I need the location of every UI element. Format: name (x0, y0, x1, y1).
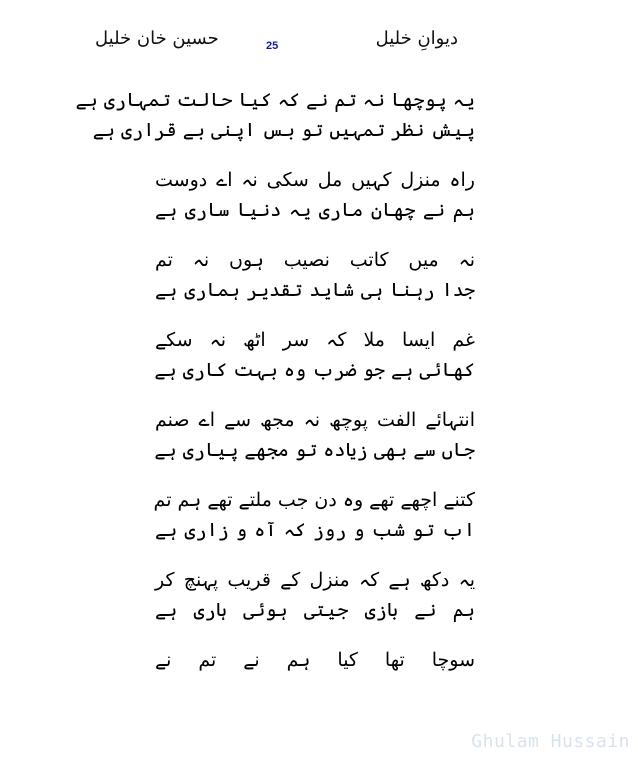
stanza-4 (155, 325, 475, 385)
stanza-5 (155, 405, 475, 465)
verse-line: نہ میں کاتب نصیب ہوں نہ تم (155, 249, 475, 271)
page-number: 25 (266, 40, 279, 52)
verse-line: پیش نظر تمہیں تو بس اپنی بے قراری ہے (92, 119, 475, 141)
verse-line: اب تو شب و روز کہ آہ و زاری ہے (155, 519, 475, 541)
watermark: Ghulam Hussain (471, 731, 630, 752)
stanza-8 (155, 645, 475, 675)
verse-line: ہم نے بازی جیتی ہوئی ہاری ہے (155, 599, 475, 621)
stanza-6 (155, 485, 475, 545)
verse-line: انتہائے الفت پوچھ نہ مجھ سے اے صنم (155, 409, 475, 431)
verse-line: یہ دکھ ہے کہ منزل کے قریب پہنچ کر (155, 569, 475, 591)
verse-line: جدا رہنا ہی شاید تقدیر ہماری ہے (155, 279, 475, 301)
stanza-1 (75, 85, 475, 145)
verse-line: جاں سے بھی زیادہ تو مجھے پیاری ہے (154, 439, 475, 461)
stanza-2 (155, 165, 475, 225)
verse-line: غم ایسا ملا کہ سر اٹھ نہ سکے (155, 329, 475, 351)
verse-line: یہ پوچھا نہ تم نے کہ کیا حالت تمہاری ہے (75, 89, 475, 111)
verse-line: راہ منزل کہیں مل سکی نہ اے دوست (155, 169, 475, 191)
verse-line: کتنے اچھے تھے وہ دن جب ملتے تھے ہم تم (153, 489, 475, 511)
verse-line: سوچا تھا کیا ہم نے تم نے (155, 649, 475, 671)
verse-line: کھائی ہے جو ضرب وہ بہت کاری ہے (154, 359, 475, 381)
author-name: حسین خان خلیل (95, 28, 219, 49)
stanza-7 (155, 565, 475, 625)
book-title: دیوانِ خلیل (375, 28, 458, 49)
poem-body (75, 85, 475, 695)
verse-line: ہم نے چھان ماری یہ دنیا ساری ہے (155, 199, 475, 221)
stanza-3 (155, 245, 475, 305)
page-header (0, 28, 638, 68)
